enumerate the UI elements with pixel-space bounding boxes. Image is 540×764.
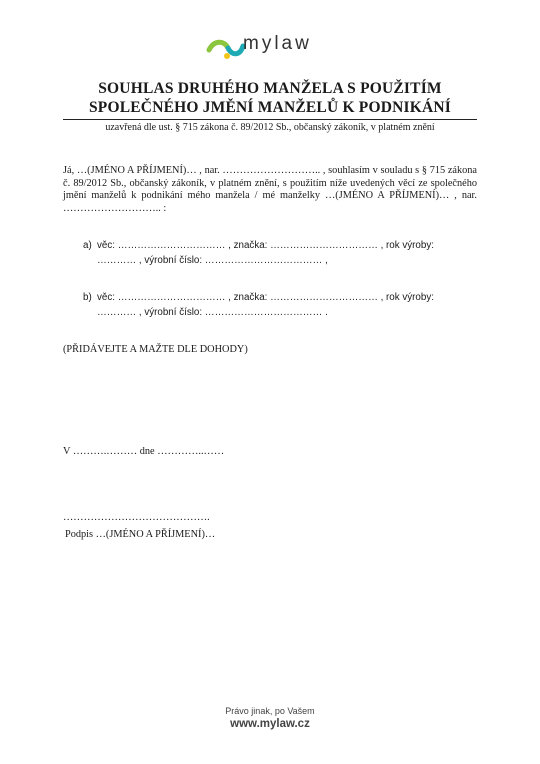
signature-label: Podpis …(JMÉNO A PŘÍJMENÍ)… [65,529,216,540]
list-item [83,290,477,320]
document-title-line2: SPOLEČNÉHO JMĚNÍ MANŽELŮ K PODNIKÁNÍ [88,99,451,116]
intro-paragraph: Já, …(JMÉNO A PŘÍJMENÍ)… , nar. ……………………….. , souhlasím v souladu s § 715 zákona č. 89/2012 Sb., občanský zákoník, v platném znění, s použitím níže uvedených věcí ze společného jmění manželů k podnikání mého manžela / mé manželky …(JMÉNO A PŘÍJMENÍ)… , nar. ……………………….. : [63,165,477,215]
document-subtitle: uzavřená dle ust. § 715 zákona č. 89/2012 Sb., občanský zákoník, v platném znění [105,122,435,133]
place-date-line: V ……….……… dne …………..…… [63,446,225,457]
logo-text: mylaw [243,33,312,54]
signature-line: ……………………………………. [63,512,210,523]
item-line: věc: …………………………… , značka: …………………………… , rok výroby: [97,240,434,251]
title-divider [63,119,477,120]
document-title-line1: SOUHLAS DRUHÉHO MANŽELA S POUŽITÍM [98,80,442,97]
item-line: věc: …………………………… , značka: …………………………… , rok výroby: [97,292,434,303]
item-line: ………… , výrobní číslo: ……………………………… . [97,307,328,318]
item-marker: a) [83,240,92,251]
item-line: ………… , výrobní číslo: ……………………………… , [97,255,328,266]
item-marker: b) [83,292,92,303]
footer-slogan: Právo jinak, po Vašem [225,706,315,716]
footer-url: www.mylaw.cz [230,718,310,730]
list-item [83,238,477,268]
editing-note: (PŘIDÁVEJTE A MAŽTE DLE DOHODY) [63,344,248,355]
